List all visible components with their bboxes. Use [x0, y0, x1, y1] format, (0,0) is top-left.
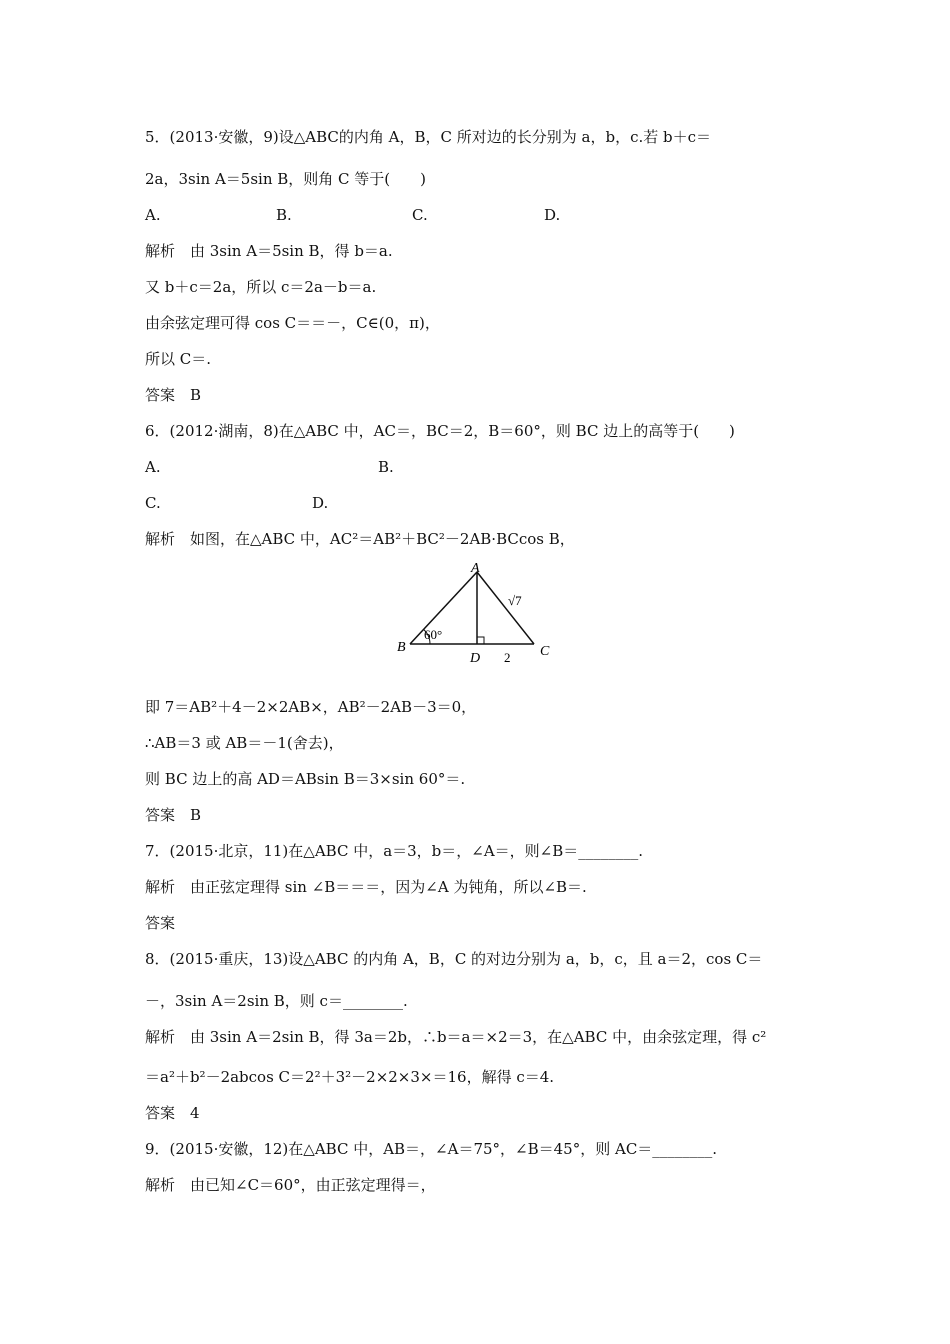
q8-stem-line-1: 8．(2015·重庆，13)设△ABC 的内角 A，B，C 的对边分别为 a，b，c，且 a＝2，cos C＝: [145, 950, 763, 968]
q6-option-d: D.: [312, 494, 329, 512]
foot-d-label: D: [470, 651, 481, 666]
q6-option-b: B.: [378, 458, 394, 476]
q6-option-c: C.: [145, 494, 161, 512]
side-ac-label: √7: [508, 593, 522, 608]
side-dc-label: 2: [504, 650, 511, 665]
triangle-figure: [390, 558, 560, 670]
q6-solution-line-3: ∴AB＝3 或 AB＝－1(舍去)，: [145, 734, 344, 752]
q6-solution-line-2: 即 7＝AB²＋4－2×2AB×，AB²－2AB－3＝0，: [145, 698, 477, 716]
vertex-b-label: B: [397, 640, 406, 655]
side-ab: [410, 572, 477, 644]
q9-solution: 解析 由已知∠C＝60°，由正弦定理得＝，: [145, 1176, 436, 1194]
q6-solution-line-4: 则 BC 边上的高 AD＝ABsin B＝3×sin 60°＝.: [145, 770, 466, 788]
vertex-c-label: C: [540, 644, 550, 659]
q5-solution-line-3: 由余弦定理可得 cos C＝＝－，C∈(0，π)，: [145, 314, 440, 332]
q9-stem: 9．(2015·安徽，12)在△ABC 中，AB＝，∠A＝75°，∠B＝45°，则 AC＝________.: [145, 1140, 718, 1158]
q6-stem: 6．(2012·湖南，8)在△ABC 中，AC＝，BC＝2，B＝60°，则 BC 边上的高等于( ): [145, 422, 735, 440]
angle-b-label: 60°: [424, 627, 443, 642]
q5-solution-line-4: 所以 C＝.: [145, 350, 212, 368]
q7-answer: 答案: [145, 914, 176, 932]
q6-solution-line-1: 解析 如图，在△ABC 中，AC²＝AB²＋BC²－2AB·BCcos B，: [145, 530, 575, 548]
q8-stem-line-2: －，3sin A＝2sin B，则 c＝________.: [145, 992, 408, 1010]
q5-solution-line-2: 又 b＋c＝2a，所以 c＝2a－b＝a.: [145, 278, 377, 296]
right-angle-mark: [477, 637, 484, 644]
q5-stem-line-1: 5．(2013·安徽，9)设△ABC的内角 A，B，C 所对边的长分别为 a，b，c.若 b＋c＝: [145, 128, 712, 146]
q5-solution-line-1: 解析 由 3sin A＝5sin B，得 b＝a.: [145, 242, 393, 260]
q6-option-a: A.: [145, 458, 161, 476]
q6-answer: 答案 B: [145, 806, 202, 824]
q7-stem: 7．(2015·北京，11)在△ABC 中，a＝3，b＝，∠A＝，则∠B＝________.: [145, 842, 644, 860]
q7-solution: 解析 由正弦定理得 sin ∠B＝＝＝，因为∠A 为钝角，所以∠B＝.: [145, 878, 587, 896]
q5-option-c: C.: [412, 206, 428, 224]
q5-answer: 答案 B: [145, 386, 202, 404]
q5-option-b: B.: [276, 206, 292, 224]
q8-solution-line-2: ＝a²＋b²－2abcos C＝2²＋3²－2×2×3×＝16，解得 c＝4.: [145, 1068, 555, 1086]
q8-answer: 答案 4: [145, 1104, 200, 1122]
q5-option-a: A.: [145, 206, 161, 224]
q5-stem-line-2: 2a，3sin A＝5sin B，则角 C 等于( ): [145, 170, 426, 188]
q8-solution-line-1: 解析 由 3sin A＝2sin B，得 3a＝2b，∴b＝a＝×2＝3，在△ABC 中，由余弦定理，得 c²: [145, 1028, 767, 1046]
vertex-a-label: A: [471, 561, 480, 576]
q5-option-d: D.: [544, 206, 561, 224]
side-ac: [477, 572, 534, 644]
